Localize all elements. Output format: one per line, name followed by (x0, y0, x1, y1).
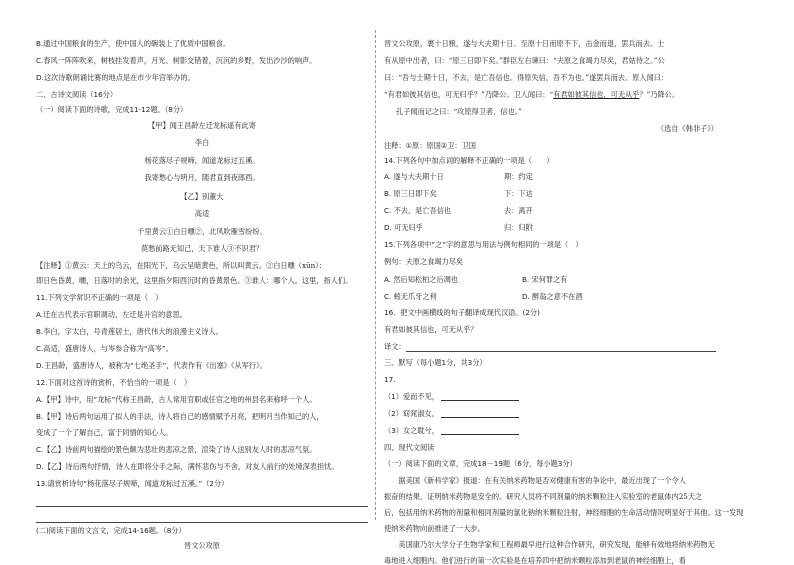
article-line-6: 毒地进入细胞内。他们进行的第一次实验是在培养四中把纳米颗粒添加到老鼠的神经细胞上，看 (384, 556, 686, 565)
article-line-1: 据美国《新科学家》报道：在有关纳米药物是否对健康有害的争论中，最近出现了一个令人 (384, 476, 686, 485)
poem-note-line-1: 【注释】①黄云：天上的乌云，在阳光下，乌云呈暗黄色，所以叫黄云。②白日曛（xūn）： (36, 261, 327, 270)
question-12: 12.下面对这首诗的赏析，不恰当的一项是（ ） (36, 378, 192, 387)
question-16: 16．把文中画横线的句子翻译成现代汉语。(2分) (384, 308, 540, 317)
poem-note-line-2: 即日色昏黄，曛，日落时的余光，这里指夕阳西沉时的昏黄景色。③谁人：哪个人。这里，指人们。 (36, 276, 353, 285)
passage-line-2: 有从原中出者，曰：“原三日即下矣。”群臣左右谏曰：“夫原之食竭力尽矣，君姑待之。”公 (384, 56, 665, 65)
passage-source: （选自《韩非子》） (656, 124, 718, 133)
q11-option-c: C.高适，盛唐诗人，与岑参合称为“高岑”。 (36, 344, 173, 353)
q14-option-b-sentence: B. 原三日即下矣 (384, 189, 437, 198)
q17-item-1-text: （1）爱而不见， (384, 392, 439, 401)
passage-line-3: 曰：“吾与士期十日，不去，是亡吾信也。得原失信，吾不为也。”遂罢兵而去。原人闻曰： (384, 73, 669, 82)
q17-blank-2[interactable] (441, 410, 519, 418)
q17-item-2-text: （2）窈窕淑女， (384, 409, 439, 418)
q12-option-a: A.【甲】诗中，用“龙标”代称王昌龄，古人常用官职或任官之地的州县名来称呼一个人。 (36, 395, 317, 404)
q15-option-b: B. 宋何罪之有 (522, 275, 568, 284)
q12-option-b-line-2: 变成了一个了解自己，富于同情的知心人。 (36, 428, 173, 437)
translation-answer-line[interactable] (406, 351, 716, 352)
q15-option-d: D. 醉翁之意不在酒 (522, 292, 583, 301)
question-11: 11.下列文学常识不正确的一项是（ ） (36, 293, 163, 302)
section-4-subtitle: （一）阅读下面的文章，完成18－19题（6分，每小题3分） (384, 459, 577, 468)
passage-line-5: 孔子闻而记之曰：“攻原得卫者，信也。” (396, 107, 522, 116)
poem-b-line-2: 莫愁前路无知己，天下谁人③不识君？ (140, 244, 264, 253)
passage-line-4 (384, 91, 679, 99)
q17-item-2 (384, 410, 519, 418)
q12-option-d: D.【乙】诗后两句抒情，诗人在即将分手之际，满怀悲伤与不舍，对友人前行的处境深表担忧。 (36, 462, 339, 471)
passage-line-4-pre: “有君如彼其信也，可无归乎？”乃降公。卫人闻曰：“ (384, 90, 554, 99)
q14-option-d-sentence: D. 可无归乎 (384, 223, 423, 232)
poem-a-author: 李白 (194, 138, 210, 147)
answer-line-2 (36, 522, 368, 523)
fold-line (375, 30, 376, 520)
section-4-title: 四、现代文阅读 (384, 443, 435, 452)
article-line-2: 振奋的结果，证明纳米药物是安全的。研究人员将不同剂量的纳米颗粒注入实验室的老鼠体内25天之 (384, 492, 703, 501)
article-line-4: 使纳米药物向前推进了一大步。 (384, 524, 485, 533)
q15-option-c: C. 蚓无爪牙之利 (384, 292, 437, 301)
section-2-title: 二、古诗文阅读（16分） (36, 90, 118, 99)
q10-option-d: D.这次诗歌朗诵比赛的地点是在市少年宫举办的。 (36, 73, 195, 82)
translation-label: 译文： (384, 342, 406, 351)
q10-option-c: C.春风一阵阵吹来，树枝挂发着声，月光、树影交错着，沉沉的乡野，发出沙沙的响声。 (36, 56, 317, 65)
passage-line-4-post: ？”乃降公。 (639, 90, 680, 99)
poem-b-author: 高适 (194, 209, 210, 218)
q14-option-a-sentence: A. 遂与大夫期十日 (384, 172, 444, 181)
q15-example: 例句：夫原之食竭力尽矣 (384, 257, 464, 266)
question-17: 17. (384, 375, 396, 384)
poem-a-title: 【甲】闻王昌龄左迁龙标遥有此寄 (148, 121, 256, 130)
q14-option-a-gloss: 期：约定 (504, 172, 533, 181)
q11-option-d: D.王昌龄，盛唐诗人，被称为“七绝圣手”，代表作有《出塞》《从军行》。 (36, 361, 267, 370)
q17-blank-1[interactable] (441, 393, 519, 401)
passage-note: 注释：①原：原国②卫：卫国 (384, 141, 476, 150)
passage-title: 晋文公攻原 (184, 541, 220, 550)
q12-option-c: C.【乙】诗前两句描绘的景色颇为悲壮的悲凉之景，渲染了诗人送别友人时的悲凉气氛。 (36, 445, 317, 454)
article-line-3: 后，包括用纳米药物的剂量和相同剂量的氯化钠纳米颗粒注射，神经细胞的生命活动情况明显好于其他。这一发现 (384, 508, 744, 517)
poem-a-line-2: 我寄愁心与明月，随君直到夜郎西。 (144, 173, 260, 182)
q17-item-3 (384, 427, 519, 435)
q12-option-b-line-1: B.【甲】诗后两句运用了拟人的手法，诗人将自己的感情赋予月亮，把明月当作知己的人， (36, 412, 324, 421)
q14-option-c-gloss: 去：离开 (504, 206, 533, 215)
q17-item-3-text: （3）女之耽兮， (384, 426, 439, 435)
subsection-2-title: (二)阅读下面的文言文，完成14-16题。（8分） (36, 526, 186, 535)
q17-item-1 (384, 393, 519, 401)
q14-option-c-sentence: C. 不去，是亡吾信也 (384, 206, 452, 215)
q11-option-a: A.迁在古代表示官职调动，左迁是升官的意思。 (36, 310, 187, 319)
passage-line-1: 晋文公攻原，裹十日粮，遂与大夫期十日。至原十日而原不下，击金而退，罢兵而去。士 (384, 39, 665, 48)
section-3-title: 三、默写（每小题1分，共3分） (384, 358, 487, 367)
poem-b-line-1: 千里黄云①白日曛②，北风吹雁雪纷纷。 (137, 227, 267, 236)
q14-option-d-gloss: 归：归附 (504, 223, 533, 232)
q11-option-b: B.李白，字太白，号青莲居士，唐代伟大的浪漫主义诗人。 (36, 327, 223, 336)
q17-blank-3[interactable] (441, 427, 519, 435)
poem-a-line-1: 杨花落尽子规啼，闻道龙标过五溪。 (144, 156, 260, 165)
q14-option-b-gloss: 下：下达 (504, 189, 533, 198)
poem-b-title: 【乙】别董大 (180, 192, 224, 201)
q16-sentence: 有君如彼其信也，可无从乎？ (384, 325, 478, 334)
question-13: 13.请赏析诗句“杨花落尽子规啼，闻道龙标过五溪。”（2分） (36, 479, 229, 488)
q10-option-b: B.通过中国粮食的生产，使中国人的碗装上了优质中国粮食。 (36, 39, 231, 48)
article-line-5: 美国康乃尔大学分子生物学家和工程师最早进行这种合作研究，研究发现，能够有效地将纳米药物无 (384, 540, 715, 549)
question-14: 14.下列各句中加点词的解释不正确的一项是（ ） (384, 156, 554, 165)
subsection-1-title: （一）阅读下面的诗歌，完成11-12题。（8分） (36, 105, 188, 114)
question-15: 15.下列各项中“之”字的意思与用法与例句相同的一项是（ ） (384, 240, 583, 249)
underlined-sentence: 有君如彼其信也，可无从乎 (553, 90, 640, 99)
q15-option-a: A. 然后知松柏之后凋也 (384, 275, 459, 284)
answer-line-1 (36, 506, 368, 507)
